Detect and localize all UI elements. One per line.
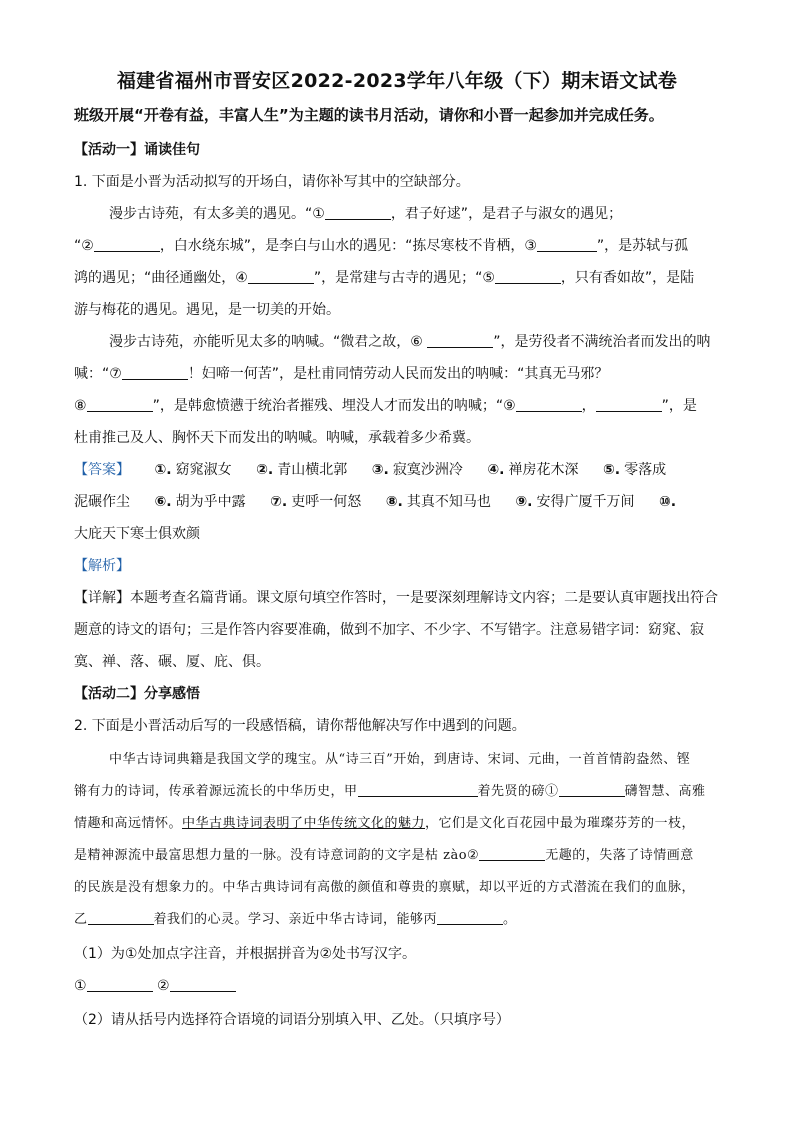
blank-zao[interactable]	[479, 846, 545, 861]
question-1: 1. 下面是小晋为活动拟写的开场白，请你补写其中的空缺部分。	[74, 174, 470, 190]
intro-text: 班级开展“开卷有益，丰富人生”为主题的读书月活动，请你和小晋一起参加并完成任务。	[74, 106, 664, 124]
p2-line-4: 杜甫推己及人、胸怀天下而发出的呐喊。呐喊，承载着多少希冀。	[74, 430, 480, 446]
blank-jia[interactable]	[358, 782, 478, 797]
activity2-heading: 【活动二】分享感悟	[74, 686, 200, 702]
blank-9a[interactable]	[516, 397, 582, 412]
blank-yi[interactable]	[88, 910, 154, 925]
detail-line-3: 寞、禅、落、碾、厦、庇、俱。	[74, 654, 270, 670]
blank-bing[interactable]	[437, 910, 503, 925]
sub-question-2: （2）请从括号内选择符合语境的词语分别填入甲、乙处。（只填序号）	[74, 1012, 510, 1028]
answer-label: 【答案】	[74, 462, 130, 478]
answer-row-1	[74, 460, 666, 480]
passage-line-4: 是精神源流中最富思想力量的一脉。没有诗意词韵的文字是枯 zào② 无趣的，失落了诗情画意	[74, 848, 694, 863]
page-title: 福建省福州市晋安区2022-2023学年八年级（下）期末语文试卷	[116, 70, 678, 92]
p2-line-1: 漫步古诗苑，亦能听见太多的呐喊。“微君之故，⑥ ”，是劳役者不满统治者而发出的呐	[109, 334, 711, 350]
detail-line-1: 【详解】本题考查名篇背诵。课文原句填空作答时，一是要深刻理解诗文内容；二是要认真审题找出符合	[74, 590, 718, 606]
blank-1[interactable]	[325, 205, 391, 220]
answer-3: ③. 寂寞沙洲冷	[371, 462, 463, 478]
passage-line-1: 中华古诗词典籍是我国文学的瑰宝。从“诗三百”开始，到唐诗、宋词、元曲，一首首情韵盎然、铿	[109, 752, 691, 767]
passage-line-2: 锵有力的诗词，传承着源远流长的中华历史，甲 着先贤的磅① 礴智慧、高雅	[74, 784, 706, 799]
sub-question-1-blanks: ① ②	[74, 976, 236, 996]
blank-4[interactable]	[248, 269, 314, 284]
blank-2[interactable]	[94, 237, 160, 252]
answer-10: ⑩.	[658, 494, 677, 510]
blank-7[interactable]	[122, 365, 188, 380]
p2-line-2: 喊：“⑦ ！妇啼一何苦”，是杜甫同情劳动人民而发出的呐喊：“其真无马邪？	[74, 366, 609, 382]
answer-row-2: 泥碾作尘 ⑥. 胡为乎中露 ⑦. 吏呼一何怒 ⑧. 其真不知马也 ⑨. 安得广厦千万间 ⑩.	[74, 492, 680, 512]
answer-4: ④. 禅房花木深	[487, 462, 579, 478]
answer-1: ①. 窈窕淑女	[154, 462, 232, 478]
answer-blank-2[interactable]	[170, 977, 236, 992]
p1-line-3: 鸿的遇见；“曲径通幽处，④ ”，是常建与古寺的遇见；“⑤ ，只有香如故”，是陆	[74, 270, 695, 286]
blank-pinyin-1[interactable]	[559, 782, 625, 797]
blank-3[interactable]	[537, 237, 597, 252]
p1-line-1: 漫步古诗苑，有太多美的遇见。“① ，君子好逑”，是君子与淑女的遇见；	[109, 206, 623, 222]
analysis-label: 【解析】	[74, 558, 130, 574]
answer-9: ⑨. 安得广厦千万间	[515, 494, 635, 510]
p1-line-2: “② ，白水绕东城”，是李白与山水的遇见：“拣尽寒枝不肯栖，③ ”，是苏轼与孤	[74, 238, 689, 254]
answer-5: ⑤. 零落成	[602, 462, 667, 478]
passage-line-6: 乙 着我们的心灵。学习、亲近中华古诗词，能够丙 。	[74, 912, 517, 927]
detail-line-2: 题意的诗文的语句；三是作答内容要准确，做到不加字、不少字、不写错字。注意易错字词：窈窕、寂	[74, 622, 704, 638]
p1-line-4: 游与梅花的遇见。遇见，是一切美的开始。	[74, 302, 340, 318]
passage-line-3: 情趣和高远情怀。中华古典诗词表明了中华传统文化的魅力，它们是文化百花园中最为璀璨芬芳的一枝，	[74, 816, 696, 831]
underlined-sentence: 中华古典诗词表明了中华传统文化的魅力	[182, 816, 426, 831]
passage-line-5: 的民族是没有想象力的。中华古典诗词有高傲的颜值和尊贵的禀赋，却以平近的方式潜流在我们的血脉，	[74, 880, 696, 895]
blank-5[interactable]	[495, 269, 561, 284]
answer-8: ⑧. 其真不知马也	[385, 494, 491, 510]
sub-question-1: （1）为①处加点字注音，并根据拼音为②处书写汉字。	[74, 946, 417, 962]
activity1-heading: 【活动一】诵读佳句	[74, 142, 200, 158]
answer-blank-1[interactable]	[87, 977, 153, 992]
answer-2: ②. 青山横北郭	[256, 462, 348, 478]
question-2: 2. 下面是小晋活动后写的一段感悟稿，请你帮他解决写作中遇到的问题。	[74, 718, 526, 734]
blank-8[interactable]	[87, 397, 153, 412]
answer-row-3: 大庇天下寒士俱欢颜	[74, 526, 200, 542]
blank-6[interactable]	[427, 333, 493, 348]
answer-6: ⑥. 胡为乎中露	[154, 494, 246, 510]
blank-9b[interactable]	[596, 397, 662, 412]
answer-7: ⑦. 吏呼一何怒	[270, 494, 362, 510]
p2-line-3: ⑧ ”，是韩愈愤懑于统治者摧残、埋没人才而发出的呐喊；“⑨ ， ”，是	[74, 398, 697, 414]
